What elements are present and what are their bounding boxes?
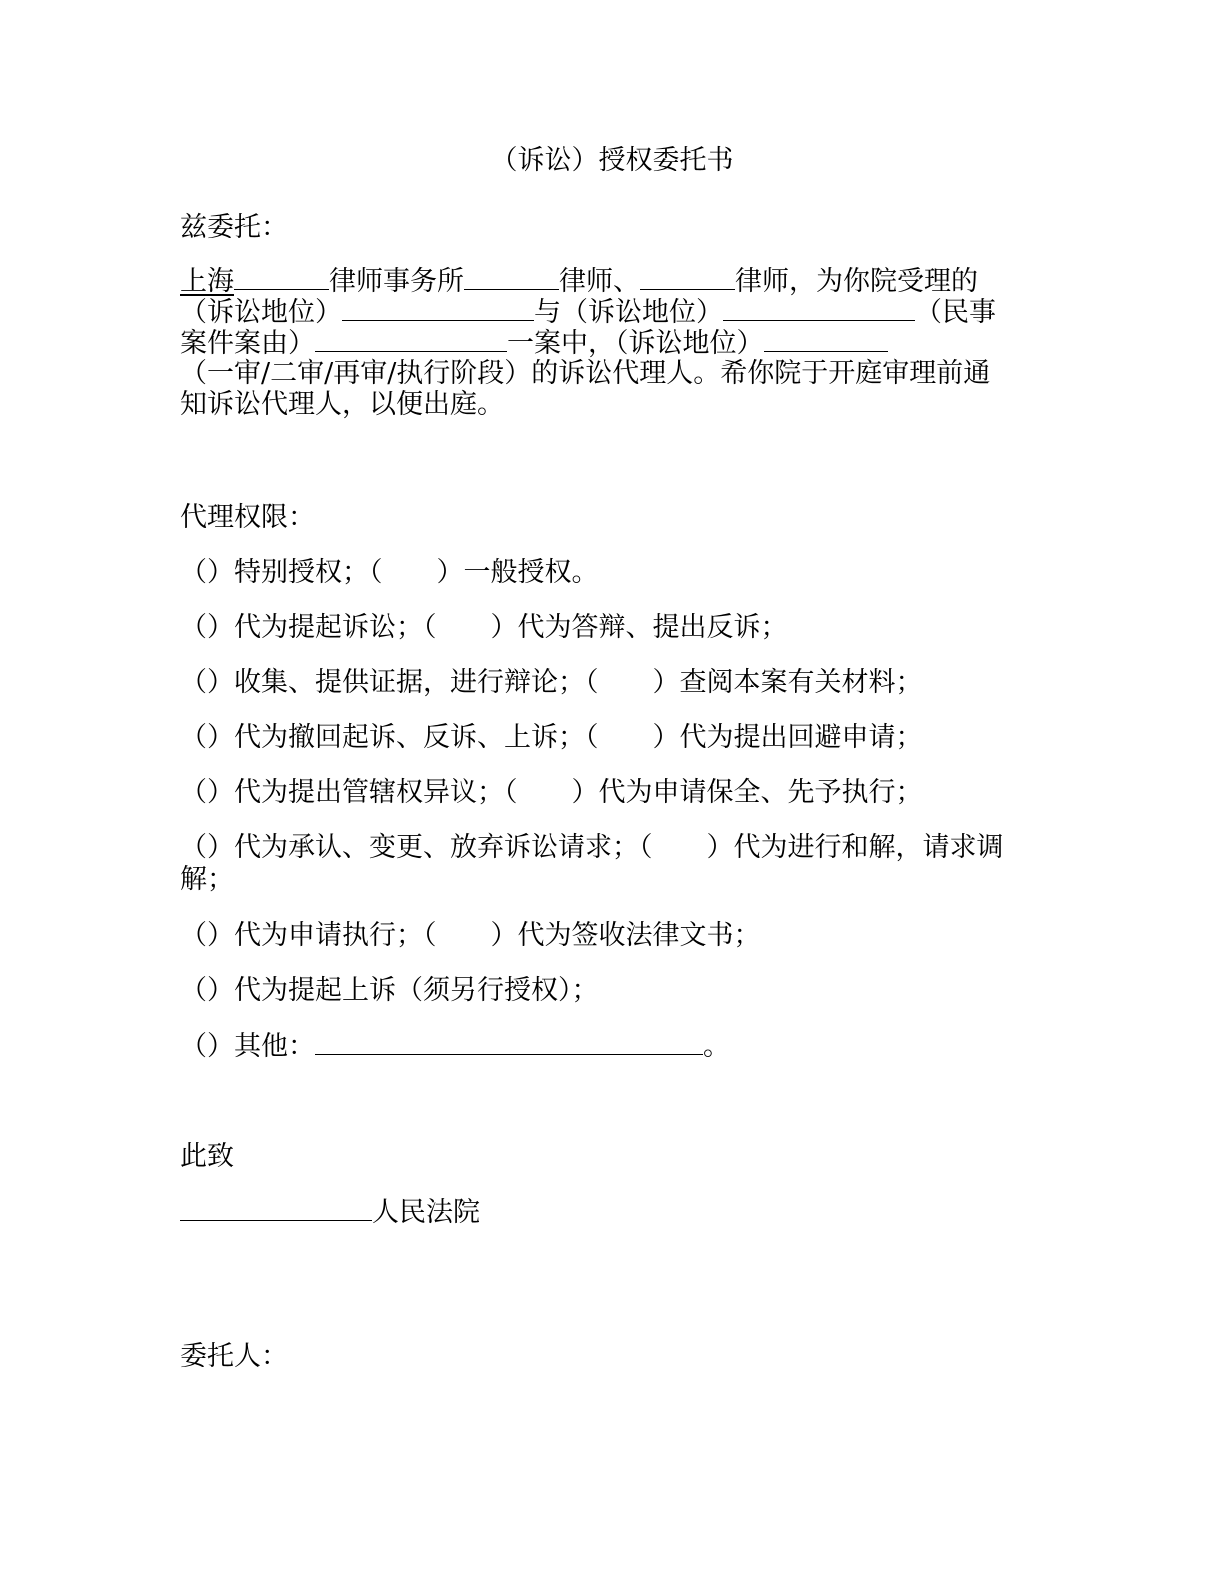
closing: 此致	[180, 1141, 234, 1172]
blank-party-1[interactable]	[342, 296, 534, 321]
case-cause-label-end: 案件案由）	[180, 328, 315, 359]
blank-lawyer-1[interactable]	[464, 265, 559, 290]
scope-item: （）代为申请执行；（ ）代为签收法律文书；	[180, 920, 761, 951]
blank-firm-name[interactable]	[234, 265, 329, 290]
paragraph-line-1	[180, 265, 1030, 297]
blank-other[interactable]	[315, 1030, 703, 1055]
scope-item-continuation: 解；	[180, 864, 234, 895]
paragraph-line-3	[180, 327, 1030, 359]
other-label: （）其他：	[180, 1031, 315, 1062]
litigation-status-label-3: 一案中，（诉讼地位）	[507, 328, 764, 359]
scope-item: （）代为承认、变更、放弃诉讼请求；（ ）代为进行和解，请求调	[180, 832, 1004, 863]
scope-item: （）代为提起诉讼；（ ）代为答辩、提出反诉；	[180, 612, 788, 643]
scope-item: （）代为提出管辖权异议；（ ）代为申请保全、先予执行；	[180, 777, 923, 808]
blank-case-cause[interactable]	[315, 327, 507, 352]
scope-item-other	[180, 1030, 1030, 1062]
court-suffix: 人民法院	[372, 1197, 480, 1228]
blank-lawyer-2[interactable]	[640, 265, 735, 290]
litigation-status-label-1: （诉讼地位）	[180, 297, 342, 328]
scope-item: （）收集、提供证据，进行辩论；（ ）查阅本案有关材料；	[180, 667, 923, 698]
blank-party-2[interactable]	[723, 296, 915, 321]
scope-item: （）代为提起上诉（须另行授权）；	[180, 975, 599, 1006]
lawyer1-label: 律师、	[559, 266, 640, 297]
case-cause-label-start: （民事	[915, 297, 996, 328]
blank-party-3[interactable]	[764, 327, 888, 352]
scope-item: （）代为撤回起诉、反诉、上诉；（ ）代为提出回避申请；	[180, 722, 923, 753]
paragraph-line-2	[180, 296, 1030, 328]
blank-court-name[interactable]	[180, 1196, 372, 1221]
scope-item: （）特别授权；（ ）一般授权。	[180, 557, 599, 588]
greeting: 兹委托：	[180, 212, 288, 243]
litigation-status-label-2: 与（诉讼地位）	[534, 297, 723, 328]
court-line	[180, 1196, 1030, 1228]
other-end-mark: 。	[703, 1031, 730, 1062]
paragraph-line-5: 知诉讼代理人，以便出庭。	[180, 389, 504, 420]
firm-label: 律师事务所	[329, 266, 464, 297]
document-title: （诉讼）授权委托书	[490, 145, 734, 176]
principal-label: 委托人：	[180, 1341, 288, 1372]
scope-heading: 代理权限：	[180, 502, 315, 533]
paragraph-line-4: （一审/二审/再审/执行阶段）的诉讼代理人。希你院于开庭审理前通	[180, 358, 991, 389]
lawyer2-label: 律师，为你院受理的	[735, 266, 978, 297]
city-underlined: 上海	[180, 266, 234, 297]
